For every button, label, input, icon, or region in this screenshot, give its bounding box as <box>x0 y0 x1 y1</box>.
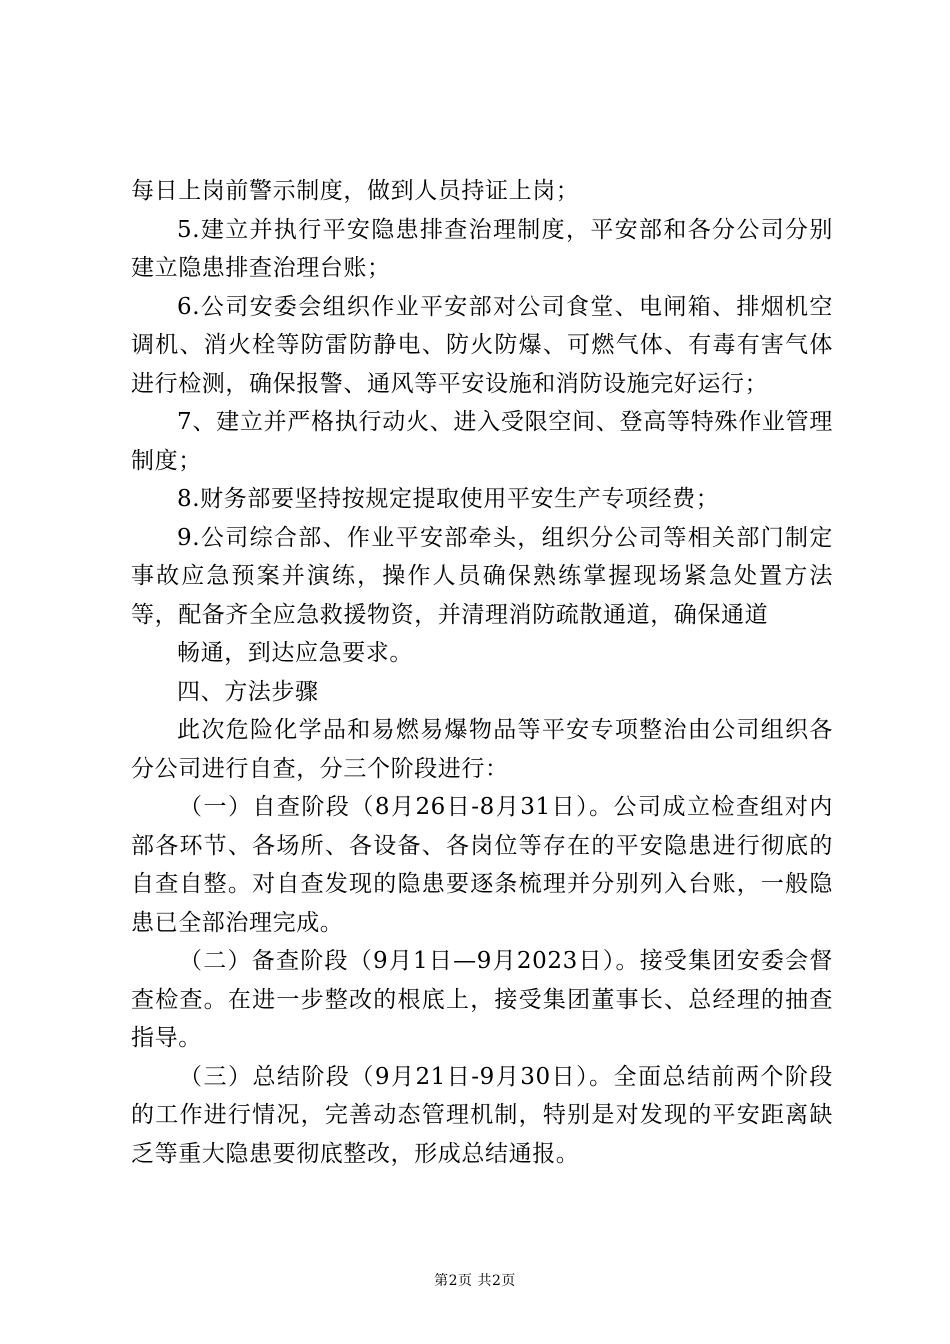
paragraph-continuation: 每日上岗前警示制度，做到人员持证上岗； <box>131 178 580 204</box>
paragraph-stage-2: （二）备查阶段（9月1日—9月2023日）。接受集团安委会督查检查。在进一步整改的根底上，接受集团董事长、总经理的抽查指导。 <box>131 948 833 1051</box>
paragraph-item-7: 7、建立并严格执行动火、进入受限空间、登高等特殊作业管理制度； <box>131 409 833 474</box>
paragraph-item-8: 8.财务部要坚持按规定提取使用平安生产专项经费； <box>177 486 720 512</box>
paragraph-item-9-continuation: 畅通，到达应急要求。 <box>177 640 413 666</box>
document-body <box>131 172 833 1173</box>
paragraph-item-6: 6.公司安委会组织作业平安部对公司食堂、电闸箱、排烟机空调机、消火栓等防雷防静电、防火防爆、可燃气体、有毒有害气体进行检测，确保报警、通风等平安设施和消防设施完好运行； <box>131 293 833 397</box>
paragraph-stage-1: （一）自查阶段（8月26日-8月31日）。公司成立检查组对内部各环节、各场所、各设备、各岗位等存在的平安隐患进行彻底的自查自整。对自查发现的隐患要逐条梳理并分别列入台账，一般隐患已全部治理完成。 <box>131 794 833 936</box>
paragraph-stage-3: （三）总结阶段（9月21日-9月30日）。全面总结前两个阶段的工作进行情况，完善动态管理机制，特别是对发现的平安距离缺乏等重大隐患要彻底整改，形成总结通报。 <box>131 1063 833 1167</box>
section-heading-steps: 四、方法步骤 <box>177 678 319 705</box>
page-number-label: 第2页 共2页 <box>434 1273 516 1289</box>
paragraph-steps-intro: 此次危险化学品和易燃易爆物品等平安专项整治由公司组织各分公司进行自查，分三个阶段进行： <box>131 717 833 782</box>
paragraph-item-5: 5.建立并执行平安隐患排查治理制度，平安部和各分公司分别建立隐患排查治理台账； <box>131 216 833 281</box>
paragraph-item-9: 9.公司综合部、作业平安部牵头，组织分公司等相关部门制定事故应急预案并演练，操作人员确保熟练掌握现场紧急处置方法等，配备齐全应急救援物资，并清理消防疏散通道，确保通道 <box>131 524 833 628</box>
page-footer <box>0 1272 950 1290</box>
